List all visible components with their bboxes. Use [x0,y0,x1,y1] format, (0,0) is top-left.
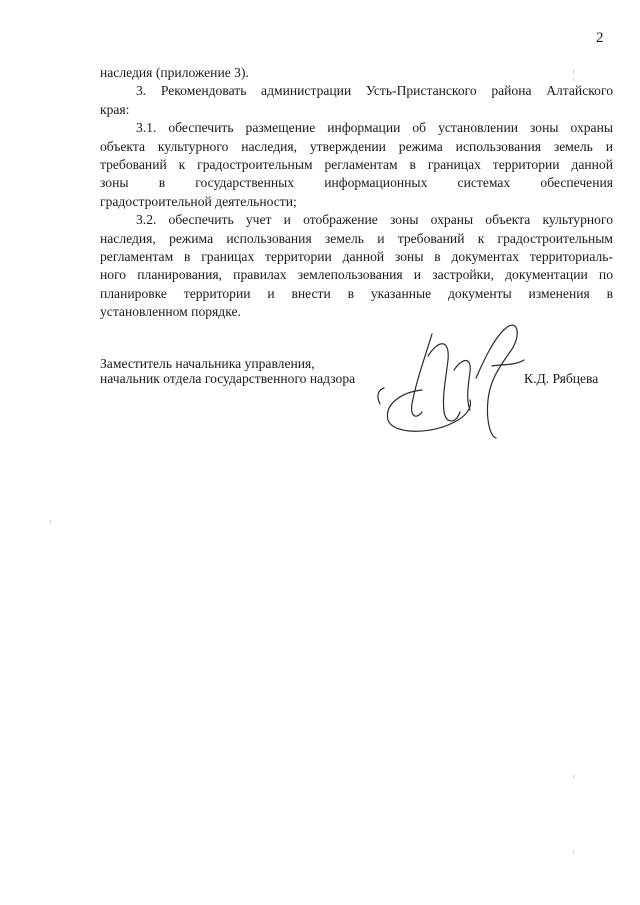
scan-mark [573,775,574,778]
document-body [100,64,613,321]
text-line: зоны в государственных информационных системах обеспечения [100,175,613,191]
text-line: 3.1. обеспечить размещение информации об установлении зоны охраны [136,120,613,136]
text-line: наследия (приложение 3). [100,65,249,80]
text-line: планировке территории и внести в указанные документы изменения в [100,285,613,301]
signatory-name: К.Д. Рябцева [524,371,599,386]
text-line: 3. Рекомендовать администрации Усть-Пристанского района Алтайского [136,83,613,99]
text-line: установленном порядке. [100,304,241,320]
signatory-title: Заместитель начальника управления, [100,356,315,371]
scan-mark [573,70,574,73]
text-line: ного планирования, правилах землепользования и застройки, документации по [100,267,613,283]
signatory-title: начальник отдела государственного надзора [100,371,356,386]
text-line: объекта культурного наследия, утверждении режима использования земель и [100,138,613,154]
text-line: регламентам в границах территории данной зоны в документах территориаль- [100,248,613,264]
signature-block [100,356,613,446]
handwritten-signature [372,320,542,440]
scan-mark [573,78,574,81]
scan-mark [50,520,51,523]
text-line: наследия, режима использования земель и требований к градостроительным [100,230,613,246]
text-line: края: [100,101,130,117]
text-line: требований к градостроительным регламентам в границах территории данной [100,156,613,172]
text-line: градостроительной деятельности; [100,193,297,209]
text-line: 3.2. обеспечить учет и отображение зоны охраны объекта культурного [136,212,613,228]
scan-mark [573,850,574,853]
page-number: 2 [596,30,604,46]
